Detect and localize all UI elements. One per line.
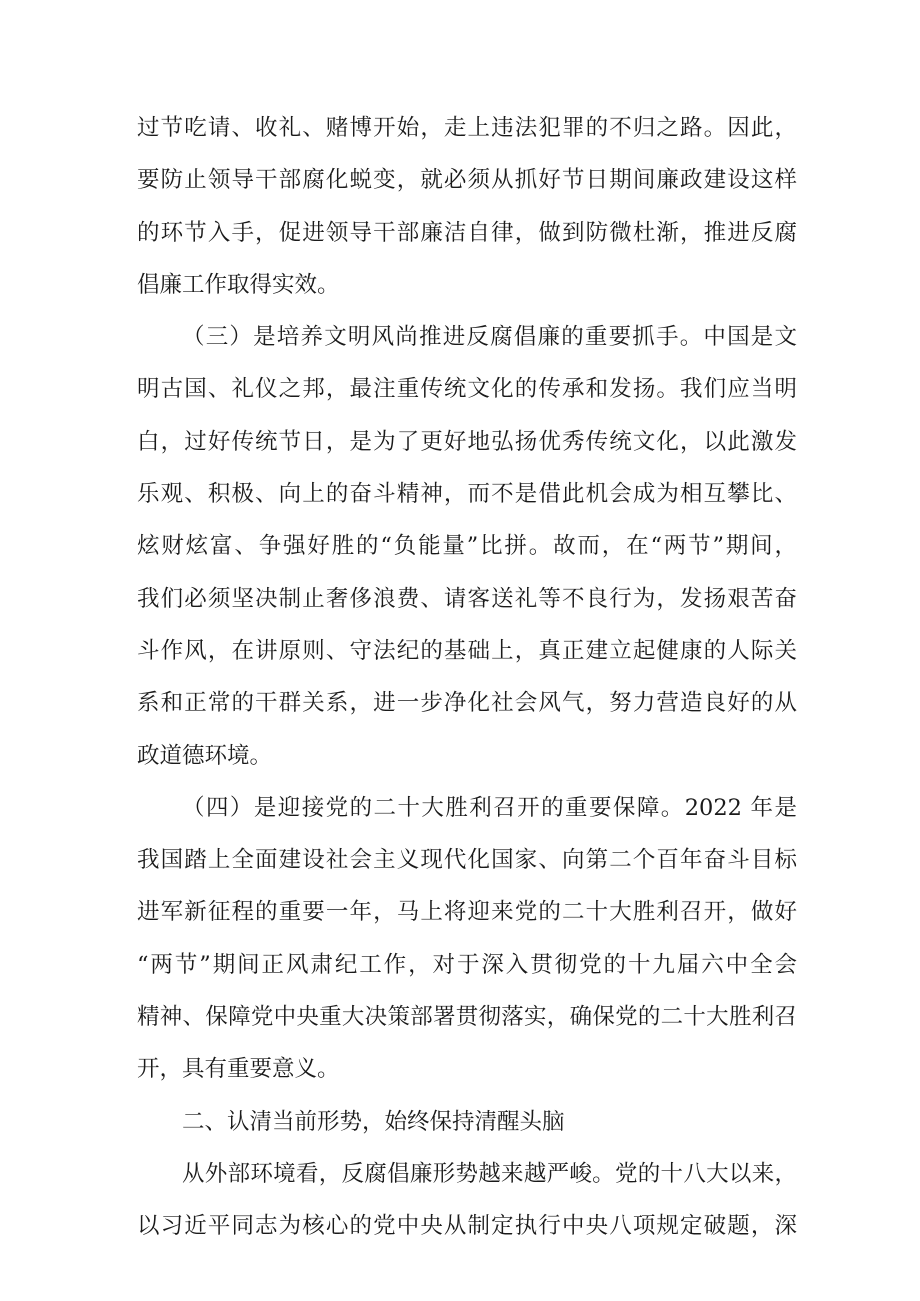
text-line: 我们必须坚决制止奢侈浪费、请客送礼等不良行为，发扬艰苦奋 (137, 585, 797, 612)
text-line: 的环节入手，促进领导干部廉洁自律，做到防微杜渐，推进反腐 (137, 219, 797, 246)
text-line: 系和正常的干群关系，进一步净化社会风气，努力营造良好的从 (137, 690, 797, 717)
text-line: 从外部环境看，反腐倡廉形势越来越严峻。党的十八大以来， (182, 1160, 797, 1187)
text-line: “两节”期间正风肃纪工作，对于深入贯彻党的十九届六中全会 (137, 951, 797, 978)
text-line: 要防止领导干部腐化蜕变，就必须从抓好节日期间廉政建设这样 (137, 167, 797, 194)
text-line: 以习近平同志为核心的党中央从制定执行中央八项规定破题，深 (137, 1213, 797, 1240)
text-line: 乐观、积极、向上的奋斗精神，而不是借此机会成为相互攀比、 (137, 481, 797, 508)
section-heading: 二、认清当前形势，始终保持清醒头脑 (182, 1108, 565, 1135)
text-line: 开，具有重要意义。 (137, 1056, 340, 1083)
text-line: 明古国、礼仪之邦，最注重传统文化的传承和发扬。我们应当明 (137, 376, 797, 403)
paragraph-continued (137, 108, 797, 317)
text-line: 炫财炫富、争强好胜的“负能量”比拼。故而，在“两节”期间， (137, 533, 797, 560)
paragraph-point-four (137, 788, 797, 1102)
text-line: 政道德环境。 (137, 742, 273, 769)
document-page (137, 108, 797, 1259)
text-line: 倡廉工作取得实效。 (137, 271, 340, 298)
section-two-heading (137, 1102, 797, 1154)
text-line: （四）是迎接党的二十大胜利召开的重要保障。2022 年是 (182, 794, 797, 821)
text-line: 过节吃请、收礼、赌博开始，走上违法犯罪的不归之路。因此， (137, 115, 797, 141)
text-line: 精神、保障党中央重大决策部署贯彻落实，确保党的二十大胜利召 (137, 1004, 797, 1031)
text-line: 斗作风，在讲原则、守法纪的基础上，真正建立起健康的人际关 (137, 637, 797, 664)
text-line: （三）是培养文明风尚推进反腐倡廉的重要抓手。中国是文 (182, 324, 797, 351)
paragraph-external-environment (137, 1154, 797, 1259)
text-line: 进军新征程的重要一年，马上将迎来党的二十大胜利召开，做好 (137, 899, 797, 926)
text-line: 白，过好传统节日，是为了更好地弘扬优秀传统文化，以此激发 (137, 428, 797, 455)
text-line: 我国踏上全面建设社会主义现代化国家、向第二个百年奋斗目标 (137, 847, 797, 874)
paragraph-point-three (137, 317, 797, 788)
